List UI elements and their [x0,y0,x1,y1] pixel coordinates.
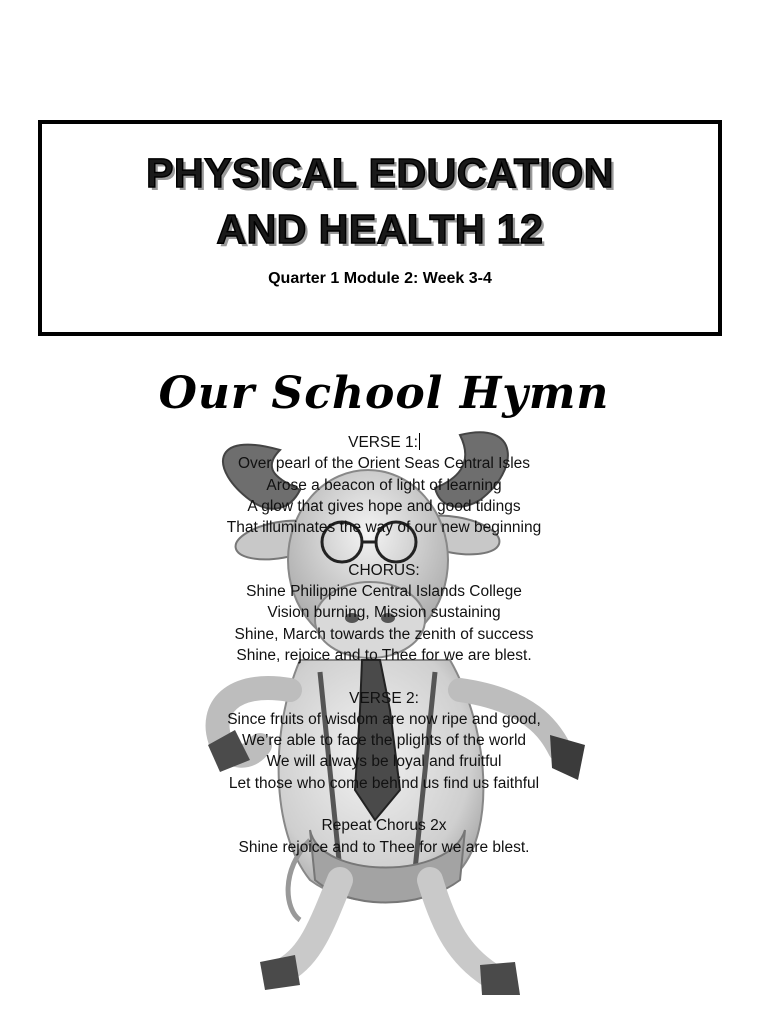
verse1-line: Arose a beacon of light of learning [266,476,502,494]
verse2-line: Let those who come behind us find us faithful [228,774,540,792]
verse1-line: A glow that gives hope and good tidings [247,497,521,515]
text-cursor [419,433,420,450]
verse2-line: We will always be loyal and fruitful [266,753,502,771]
verse2-line: We’re able to face the plights of the world [241,732,527,750]
chorus-heading: CHORUS: [348,561,420,579]
ending-line: Shine rejoice and to Thee for we are blest. [238,838,530,856]
verse2-heading: VERSE 2: [349,689,419,707]
document-title-line1: PHYSICAL EDUCATION [146,150,614,196]
repeat-chorus-heading: Repeat Chorus 2x [321,817,447,835]
hymn-title: Our School Hymn [158,368,610,419]
chorus-line: Shine, March towards the zenith of success [234,625,534,643]
verse2-line: Since fruits of wisdom are now ripe and good, [227,710,541,728]
verse1-line: That illuminates the way of our new beginning [226,519,542,537]
hymn-lyrics [0,432,768,858]
chorus-line: Vision burning, Mission sustaining [267,604,501,622]
chorus-line: Shine Philippine Central Islands College [246,583,522,601]
title-box [38,120,722,336]
verse1-line: Over pearl of the Orient Seas Central Isles [237,455,531,473]
chorus-line: Shine, rejoice and to Thee for we are blest. [236,646,532,664]
document-title-line2: AND HEALTH 12 [216,206,544,252]
verse1-heading: VERSE 1: [348,434,418,451]
module-subtitle: Quarter 1 Module 2: Week 3-4 [268,270,492,287]
